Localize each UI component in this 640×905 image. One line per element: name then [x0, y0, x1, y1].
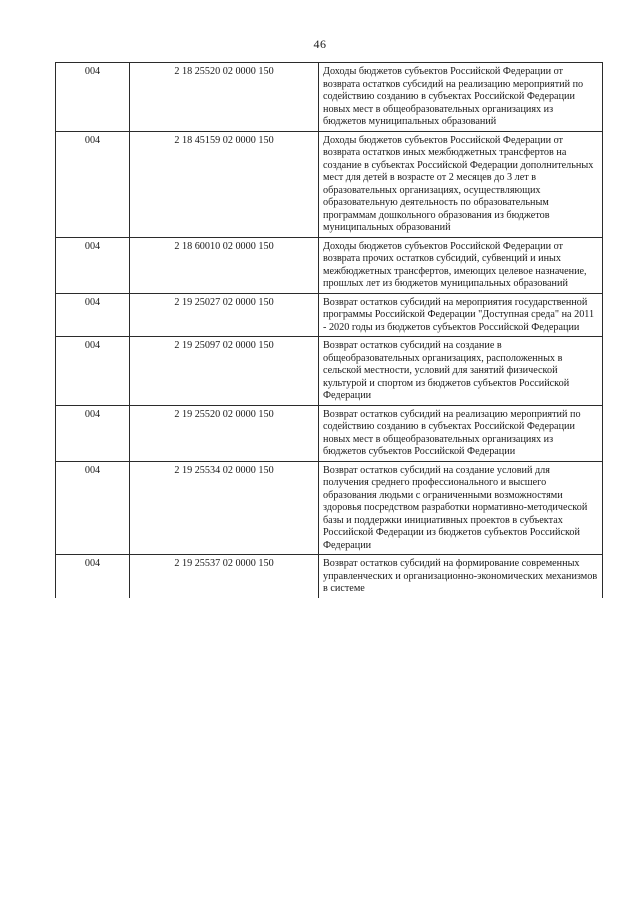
table-row: [56, 293, 603, 337]
revenue-name-cell: Доходы бюджетов субъектов Российской Федерации от возврата остатков субсидий на реализацию мероприятий по содействию созданию в субъектах Российской Федерации новых мест в общеобразовательных организациях из бюджетов муниципальных образований: [319, 63, 603, 132]
admin-code-cell: 004: [56, 63, 130, 132]
table-row: [56, 131, 603, 237]
budget-code-cell: 2 19 25027 02 0000 150: [130, 293, 319, 337]
admin-code-cell: 004: [56, 461, 130, 555]
table-row: [56, 63, 603, 132]
admin-code-cell: 004: [56, 237, 130, 293]
table-row: [56, 405, 603, 461]
admin-code-cell: 004: [56, 555, 130, 598]
admin-code-cell: 004: [56, 405, 130, 461]
budget-code-cell: 2 19 25537 02 0000 150: [130, 555, 319, 598]
page-number: 46: [313, 37, 327, 51]
revenue-name-cell: Доходы бюджетов субъектов Российской Федерации от возврата прочих остатков субсидий, субвенций и иных межбюджетных трансфертов, имеющих целевое назначение, прошлых лет из бюджетов муниципальных образований: [319, 237, 603, 293]
admin-code-cell: 004: [56, 337, 130, 406]
admin-code-cell: 004: [56, 131, 130, 237]
revenue-name-cell: Возврат остатков субсидий на мероприятия государственной программы Российской Федерации "Доступная среда" на 2011 - 2020 годы из бюджетов субъектов Российской Федерации: [319, 293, 603, 337]
budget-code-cell: 2 18 60010 02 0000 150: [130, 237, 319, 293]
table-row: [56, 337, 603, 406]
revenue-name-cell: Доходы бюджетов субъектов Российской Федерации от возврата остатков иных межбюджетных трансфертов на создание в субъектах Российской Федерации дополнительных мест для детей в возрасте от 2 месяцев до 3 лет в образовательных организациях, осуществляющих образовательную деятельность по образовательным программам дошкольного образования из бюджетов муниципальных образований: [319, 131, 603, 237]
budget-classification-table: [55, 62, 603, 598]
budget-code-cell: 2 18 45159 02 0000 150: [130, 131, 319, 237]
table-row: [56, 461, 603, 555]
admin-code-cell: 004: [56, 293, 130, 337]
revenue-name-cell: Возврат остатков субсидий на создание в общеобразовательных организациях, расположенных в сельской местности, условий для занятий физической культурой и спортом из бюджетов субъектов Российской Федерации: [319, 337, 603, 406]
revenue-name-cell: Возврат остатков субсидий на формирование современных управленческих и организационно-экономических механизмов в системе: [319, 555, 603, 598]
budget-code-cell: 2 18 25520 02 0000 150: [130, 63, 319, 132]
budget-code-cell: 2 19 25097 02 0000 150: [130, 337, 319, 406]
table-row: [56, 237, 603, 293]
budget-code-cell: 2 19 25520 02 0000 150: [130, 405, 319, 461]
revenue-name-cell: Возврат остатков субсидий на создание условий для получения среднего профессионального и высшего образования людьми с ограниченными возможностями здоровья посредством разработки нормативно-методической базы и поддержки инициативных проектов в субъектах Российской Федерации из бюджетов субъектов Российской Федерации: [319, 461, 603, 555]
table-row: [56, 555, 603, 598]
budget-code-cell: 2 19 25534 02 0000 150: [130, 461, 319, 555]
revenue-name-cell: Возврат остатков субсидий на реализацию мероприятий по содействию созданию в субъектах Российской Федерации новых мест в общеобразовательных организациях из бюджетов субъектов Российской Федерации: [319, 405, 603, 461]
